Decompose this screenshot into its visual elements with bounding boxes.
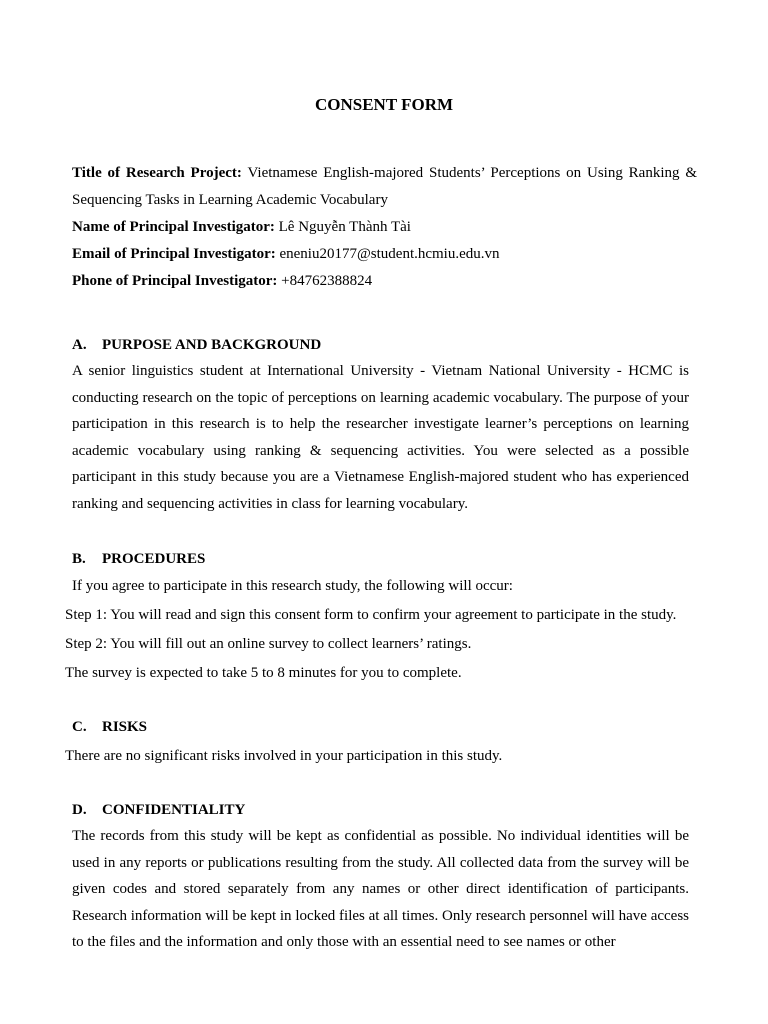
- section-title: PURPOSE AND BACKGROUND: [102, 337, 322, 353]
- section-letter: B.: [72, 551, 86, 567]
- procedure-step-1: Step 1: You will read and sign this consent form to confirm your agreement to participate in the study.: [65, 607, 677, 623]
- project-title-line: [72, 160, 697, 214]
- section-heading-purpose: [72, 334, 321, 356]
- section-heading-procedures: [72, 548, 205, 570]
- section-title: PROCEDURES: [102, 551, 206, 567]
- investigator-phone-value: +84762388824: [277, 273, 373, 289]
- investigator-phone-line: [72, 268, 697, 295]
- investigator-name-value: Lê Nguyễn Thành Tài: [274, 219, 411, 235]
- project-title-value: Vietnamese English-majored Students’ Perceptions on Using Ranking & Sequencing Tasks in Learning Academic Vocabulary: [72, 165, 697, 208]
- procedure-step-2: Step 2: You will fill out an online survey to collect learners’ ratings.: [65, 636, 472, 652]
- section-letter: C.: [72, 719, 87, 735]
- section-body-confidentiality: The records from this study will be kept as confidential as possible. No individual identities will be used in any reports or publications resulting from the study. All collected data from the survey will be given codes and stored separately from any names or other direct identification of participants. Research information will be kept in locked files at all times. Only research personnel will have access to the files and the information and only those with an essential need to see names or other: [72, 828, 689, 951]
- section-body-risks: There are no significant risks involved in your participation in this study.: [65, 748, 503, 764]
- section-letter: D.: [72, 802, 87, 818]
- investigator-email-value: eneniu20177@student.hcmiu.edu.vn: [275, 246, 500, 262]
- section-title: RISKS: [102, 719, 148, 735]
- section-heading-confidentiality: [72, 799, 245, 821]
- project-info: [72, 160, 697, 295]
- procedures-intro: If you agree to participate in this research study, the following will occur:: [72, 578, 513, 594]
- section-title: CONFIDENTIALITY: [102, 802, 246, 818]
- investigator-email-label: Email of Principal Investigator:: [72, 246, 276, 262]
- investigator-name-label: Name of Principal Investigator:: [72, 219, 275, 235]
- procedure-duration: The survey is expected to take 5 to 8 minutes for you to complete.: [65, 665, 462, 681]
- section-letter: A.: [72, 337, 87, 353]
- project-title-label: Title of Research Project:: [72, 165, 242, 181]
- investigator-name-line: [72, 214, 697, 241]
- investigator-email-line: [72, 241, 697, 268]
- section-body-purpose: A senior linguistics student at International University - Vietnam National University - HCMC is conducting research on the topic of perceptions on learning academic vocabulary. The purpose of your participation in this research is to help the researcher investigate learner’s perceptions on learning academic vocabulary using ranking & sequencing activities. You were selected as a possible participant in this study because you are a Vietnamese English-majored student who has experienced ranking and sequencing activities in class for learning vocabulary.: [72, 363, 689, 512]
- section-heading-risks: [72, 716, 147, 738]
- investigator-phone-label: Phone of Principal Investigator:: [72, 273, 278, 289]
- page-title: CONSENT FORM: [314, 95, 454, 114]
